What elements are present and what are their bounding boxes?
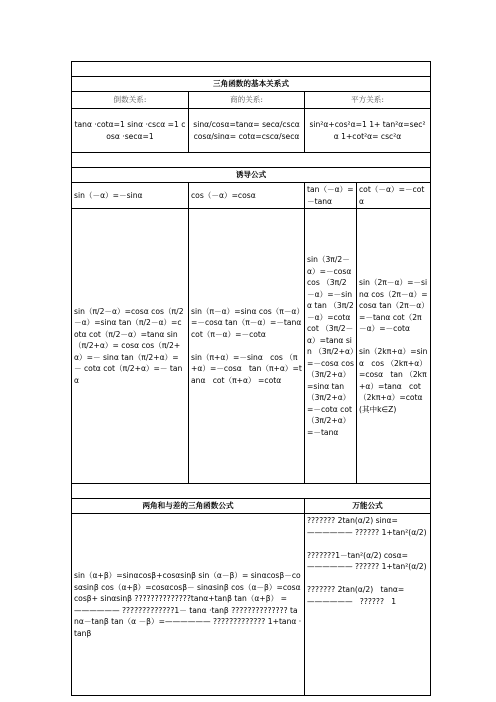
- spacer-row-2: [72, 484, 431, 499]
- formulas-three-half-pi: sin（3π/2－α）=－cosα cos （3π/2－α）=－sinα tan （3π/2－α）=cotα cot （3π/2－α）=tanα sin （3π/2+α）=－cosα cos （3π/2+α）=sinα tan （3π/2+α）=－cotα cot （3π/2+α）=－tanα: [305, 209, 357, 484]
- formula-tan-neg: tan（－α）=－tanα: [305, 183, 357, 209]
- reciprocal-formulas: tanα ·cotα=1 sinα ·cscα =1 cosα ·secα=1: [72, 109, 189, 153]
- quotient-formulas: sinα/cosα=tanα= secα/cscα cosα/sinα= cotα=cscα/secα: [189, 109, 305, 153]
- formulas-two-pi: sin（2π－α）=－sinα cos（2π－α）=cosα tan（2π－α）=－tanα cot（2π－α）=－cotα sin（2kπ+α）=sinα cos （2kπ+α）=cosα tan （2kπ+α）=tanα cot （2kπ+α）=cotα (其中k∈Z): [357, 209, 431, 484]
- formula-cot-neg: cot（－α）=－cotα: [357, 183, 431, 209]
- formula-sin-neg: sin（－α）=－sinα: [72, 183, 189, 209]
- formulas-pi: sin（π－α）=sinα cos（π－α）=－cosα tan（π－α）=－tanα cot（π－α）=－cotα sin（π+α）=－sinα cos （π+α）=－cosα tan（π+α）=tanα cot（π+α） =cotα: [189, 209, 305, 484]
- formula-table: [71, 61, 431, 696]
- header-square: 平方关系:: [305, 92, 431, 109]
- section-title-induction: 诱导公式: [72, 168, 431, 183]
- formulas-half-pi: sin（π/2－α）=cosα cos（π/2－α）=sinα tan（π/2－α）=cotα cot（π/2－α）=tanα sin（π/2+α）= cosα cos（π/2+α）=－ sinα tan（π/2+α）=－ cotα cot（π/2+α）=－ tanα: [72, 209, 189, 484]
- top-blank-row: [72, 62, 431, 77]
- universal-formulas: ??????? 2tan(α/2) sinα=—————— ?????? 1+tan²(α/2) ???????1－tan²(α/2) cosα=—————— ?????? 1+tan²(α/2) ??????? 2tan(α/2) tanα= —————— ?????? 1: [305, 514, 431, 696]
- sum-difference-formulas: sin（α+β）=sinαcosβ+cosαsinβ sin（α－β）= sinαcosβ－cosαsinβ cos（α+β）=cosαcosβ－ sinαsinβ cos（α－β）=cosαcosβ+ sinαsinβ ??????????????tanα+tanβ tan（α+β） =—————— ?????????????1－ tanα ·tanβ ?????????????? tanα－tanβ tan（α －β）=—————— ????????????? 1+tanα ·tanβ: [72, 514, 305, 696]
- header-reciprocal: 倒数关系:: [72, 92, 189, 109]
- square-formulas: sin²α+cos²α=1 1+ tan²α=sec²α 1+cot²α= csc²α: [305, 109, 431, 153]
- header-quotient: 商的关系:: [189, 92, 305, 109]
- section-title-basic-relations: 三角函数的基本关系式: [72, 77, 431, 92]
- formula-cos-neg: cos（－α）=cosα: [189, 183, 305, 209]
- spacer-row: [72, 153, 431, 168]
- section-title-sum-difference: 两角和与差的三角函数公式: [72, 499, 305, 514]
- section-title-universal: 万能公式: [305, 499, 431, 514]
